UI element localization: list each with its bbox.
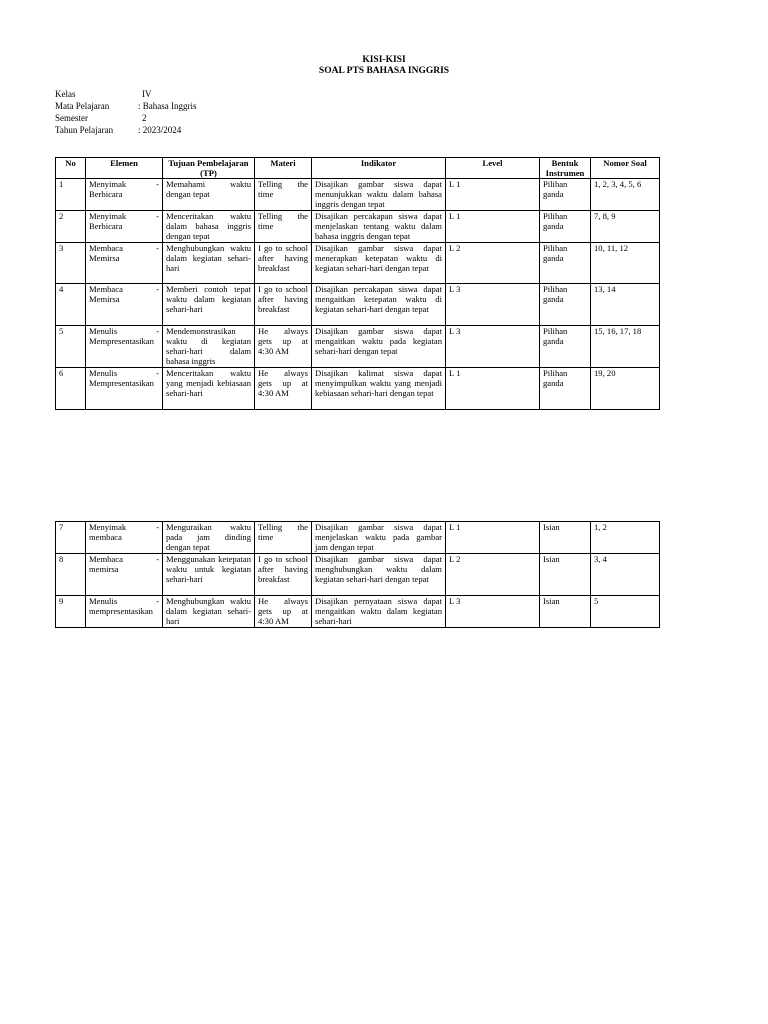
- info-label: Tahun Pelajaran: [55, 125, 114, 135]
- table-row: [56, 284, 660, 326]
- cell-tujuan: Menguraikan waktu pada jam dinding dengan tepat: [163, 522, 255, 554]
- table-row: [56, 326, 660, 368]
- info-value: : Bahasa Inggris: [138, 101, 197, 111]
- cell-bentuk: Isian: [540, 596, 591, 628]
- cell-no: 2: [56, 211, 86, 243]
- header-no: No: [56, 158, 86, 179]
- cell-no: 1: [56, 179, 86, 211]
- cell-elemen: - Menulis Mempresentasikan: [86, 326, 163, 368]
- info-label: Mata Pelajaran: [55, 101, 110, 111]
- header-nomor: Nomor Soal: [591, 158, 660, 179]
- cell-nomor: 13, 14: [591, 284, 660, 326]
- cell-indikator: Disajikan pernyataan siswa dapat mengaitkan waktu dalam kegiatan sehari-hari: [312, 596, 446, 628]
- cell-elemen: - Membaca Memirsa: [86, 284, 163, 326]
- header-level: Level: [446, 158, 540, 179]
- document-title: KISI-KISI: [362, 55, 406, 65]
- cell-nomor: 15, 16, 17, 18: [591, 326, 660, 368]
- info-row-semester: [55, 112, 197, 124]
- table-body: [56, 522, 660, 628]
- cell-indikator: Disajikan kalimat siswa dapat menyimpulkan waktu yang menjadi kebiasaan sehari-hari dengan tepat: [312, 368, 446, 410]
- cell-indikator: Disajikan gambar siswa dapat menunjukkan waktu dalam bahasa inggris dengan tepat: [312, 179, 446, 211]
- cell-tujuan: Menghubungkan waktu dalam kegiatan sehari-hari: [163, 243, 255, 284]
- table-body: [56, 179, 660, 410]
- cell-elemen: - Menyimak Berbicara: [86, 211, 163, 243]
- cell-elemen: - Menyimak membaca: [86, 522, 163, 554]
- cell-tujuan: Menceritakan waktu dalam bahasa inggris dengan tepat: [163, 211, 255, 243]
- table-header-row: [56, 158, 660, 179]
- cell-materi: He always gets up at 4:30 AM: [255, 596, 312, 628]
- table-row: [56, 243, 660, 284]
- cell-nomor: 19, 20: [591, 368, 660, 410]
- info-label: Semester: [55, 113, 88, 123]
- cell-tujuan: Menggunakan ketepatan waktu untuk kegiatan sehari-hari: [163, 554, 255, 596]
- cell-tujuan: Memberi contoh tepat waktu dalam kegiatan sehari-hari: [163, 284, 255, 326]
- cell-elemen: - Menyimak Berbicara: [86, 179, 163, 211]
- cell-indikator: Disajikan gambar siswa dapat menghubungkan waktu dalam kegiatan sehari-hari dengan tepat: [312, 554, 446, 596]
- cell-elemen: - Menulis Mempresentasikan: [86, 368, 163, 410]
- cell-elemen: - Membaca memirsa: [86, 554, 163, 596]
- cell-bentuk: Pilihan ganda: [540, 368, 591, 410]
- cell-nomor: 5: [591, 596, 660, 628]
- cell-materi: I go to school after having breakfast: [255, 243, 312, 284]
- table-row: [56, 211, 660, 243]
- cell-level: L 3: [446, 284, 540, 326]
- cell-bentuk: Pilihan ganda: [540, 243, 591, 284]
- cell-bentuk: Pilihan ganda: [540, 179, 591, 211]
- cell-materi: I go to school after having breakfast: [255, 284, 312, 326]
- header-indikator: Indikator: [312, 158, 446, 179]
- table-row: [56, 179, 660, 211]
- header-materi: Materi: [255, 158, 312, 179]
- header-elemen: Elemen: [86, 158, 163, 179]
- cell-bentuk: Isian: [540, 522, 591, 554]
- info-label: Kelas: [55, 89, 76, 99]
- cell-indikator: Disajikan gambar siswa dapat mengaitkan waktu pada kegiatan sehari-hari dengan tepat: [312, 326, 446, 368]
- cell-materi: Telling the time: [255, 211, 312, 243]
- cell-elemen: - Menulis mempresentasikan: [86, 596, 163, 628]
- cell-level: L 2: [446, 554, 540, 596]
- cell-no: 4: [56, 284, 86, 326]
- document-info: [55, 88, 197, 136]
- cell-no: 6: [56, 368, 86, 410]
- grid-table-continued: [55, 521, 660, 628]
- cell-bentuk: Pilihan ganda: [540, 326, 591, 368]
- cell-materi: Telling the time: [255, 522, 312, 554]
- cell-no: 8: [56, 554, 86, 596]
- table-row: [56, 554, 660, 596]
- cell-no: 3: [56, 243, 86, 284]
- cell-materi: I go to school after having breakfast: [255, 554, 312, 596]
- cell-level: L 3: [446, 326, 540, 368]
- cell-level: L 2: [446, 243, 540, 284]
- info-row-mata-pelajaran: [55, 100, 197, 112]
- cell-tujuan: Menghubungkan waktu dalam kegiatan sehari-hari: [163, 596, 255, 628]
- cell-tujuan: Memahami waktu dengan tepat: [163, 179, 255, 211]
- cell-nomor: 10, 11, 12: [591, 243, 660, 284]
- cell-tujuan: Mendemonstrasikan waktu di kegiatan sehari-hari dalam bahasa inggris: [163, 326, 255, 368]
- cell-bentuk: Pilihan ganda: [540, 284, 591, 326]
- cell-level: L 1: [446, 179, 540, 211]
- info-row-tahun-pelajaran: [55, 124, 197, 136]
- cell-tujuan: Menceritakan waktu yang menjadi kebiasaan sehari-hari: [163, 368, 255, 410]
- cell-no: 7: [56, 522, 86, 554]
- info-row-kelas: [55, 88, 197, 100]
- cell-materi: Telling the time: [255, 179, 312, 211]
- cell-nomor: 1, 2, 3, 4, 5, 6: [591, 179, 660, 211]
- header-bentuk: Bentuk Instrumen: [540, 158, 591, 179]
- cell-level: L 1: [446, 368, 540, 410]
- cell-elemen: - Membaca Memirsa: [86, 243, 163, 284]
- header-tujuan: Tujuan Pembelajaran (TP): [163, 158, 255, 179]
- cell-level: L 1: [446, 522, 540, 554]
- document-subtitle: SOAL PTS BAHASA INGGRIS: [318, 66, 450, 76]
- info-value: 2: [142, 113, 147, 123]
- cell-nomor: 1, 2: [591, 522, 660, 554]
- info-value: IV: [142, 89, 152, 99]
- table-row: [56, 522, 660, 554]
- cell-nomor: 3, 4: [591, 554, 660, 596]
- grid-table-main: [55, 157, 660, 410]
- cell-indikator: Disajikan percakapan siswa dapat mengaitkan ketepatan waktu di kegiatan sehari-hari dengan tepat: [312, 284, 446, 326]
- table-row: [56, 596, 660, 628]
- cell-bentuk: Isian: [540, 554, 591, 596]
- info-value: : 2023/2024: [138, 125, 182, 135]
- cell-nomor: 7, 8, 9: [591, 211, 660, 243]
- cell-no: 9: [56, 596, 86, 628]
- cell-materi: He always gets up at 4:30 AM: [255, 326, 312, 368]
- cell-level: L 3: [446, 596, 540, 628]
- cell-no: 5: [56, 326, 86, 368]
- cell-bentuk: Pilihan ganda: [540, 211, 591, 243]
- cell-indikator: Disajikan gambar siswa dapat menjelaskan waktu pada gambar jam dengan tepat: [312, 522, 446, 554]
- cell-indikator: Disajikan gambar siswa dapat menerapkan ketepatan waktu di kegiatan sehari-hari dengan tepat: [312, 243, 446, 284]
- cell-materi: He always gets up at 4:30 AM: [255, 368, 312, 410]
- cell-level: L 1: [446, 211, 540, 243]
- cell-indikator: Disajikan percakapan siswa dapat menjelaskan tentang waktu dalam bahasa inggris dengan tepat: [312, 211, 446, 243]
- table-row: [56, 368, 660, 410]
